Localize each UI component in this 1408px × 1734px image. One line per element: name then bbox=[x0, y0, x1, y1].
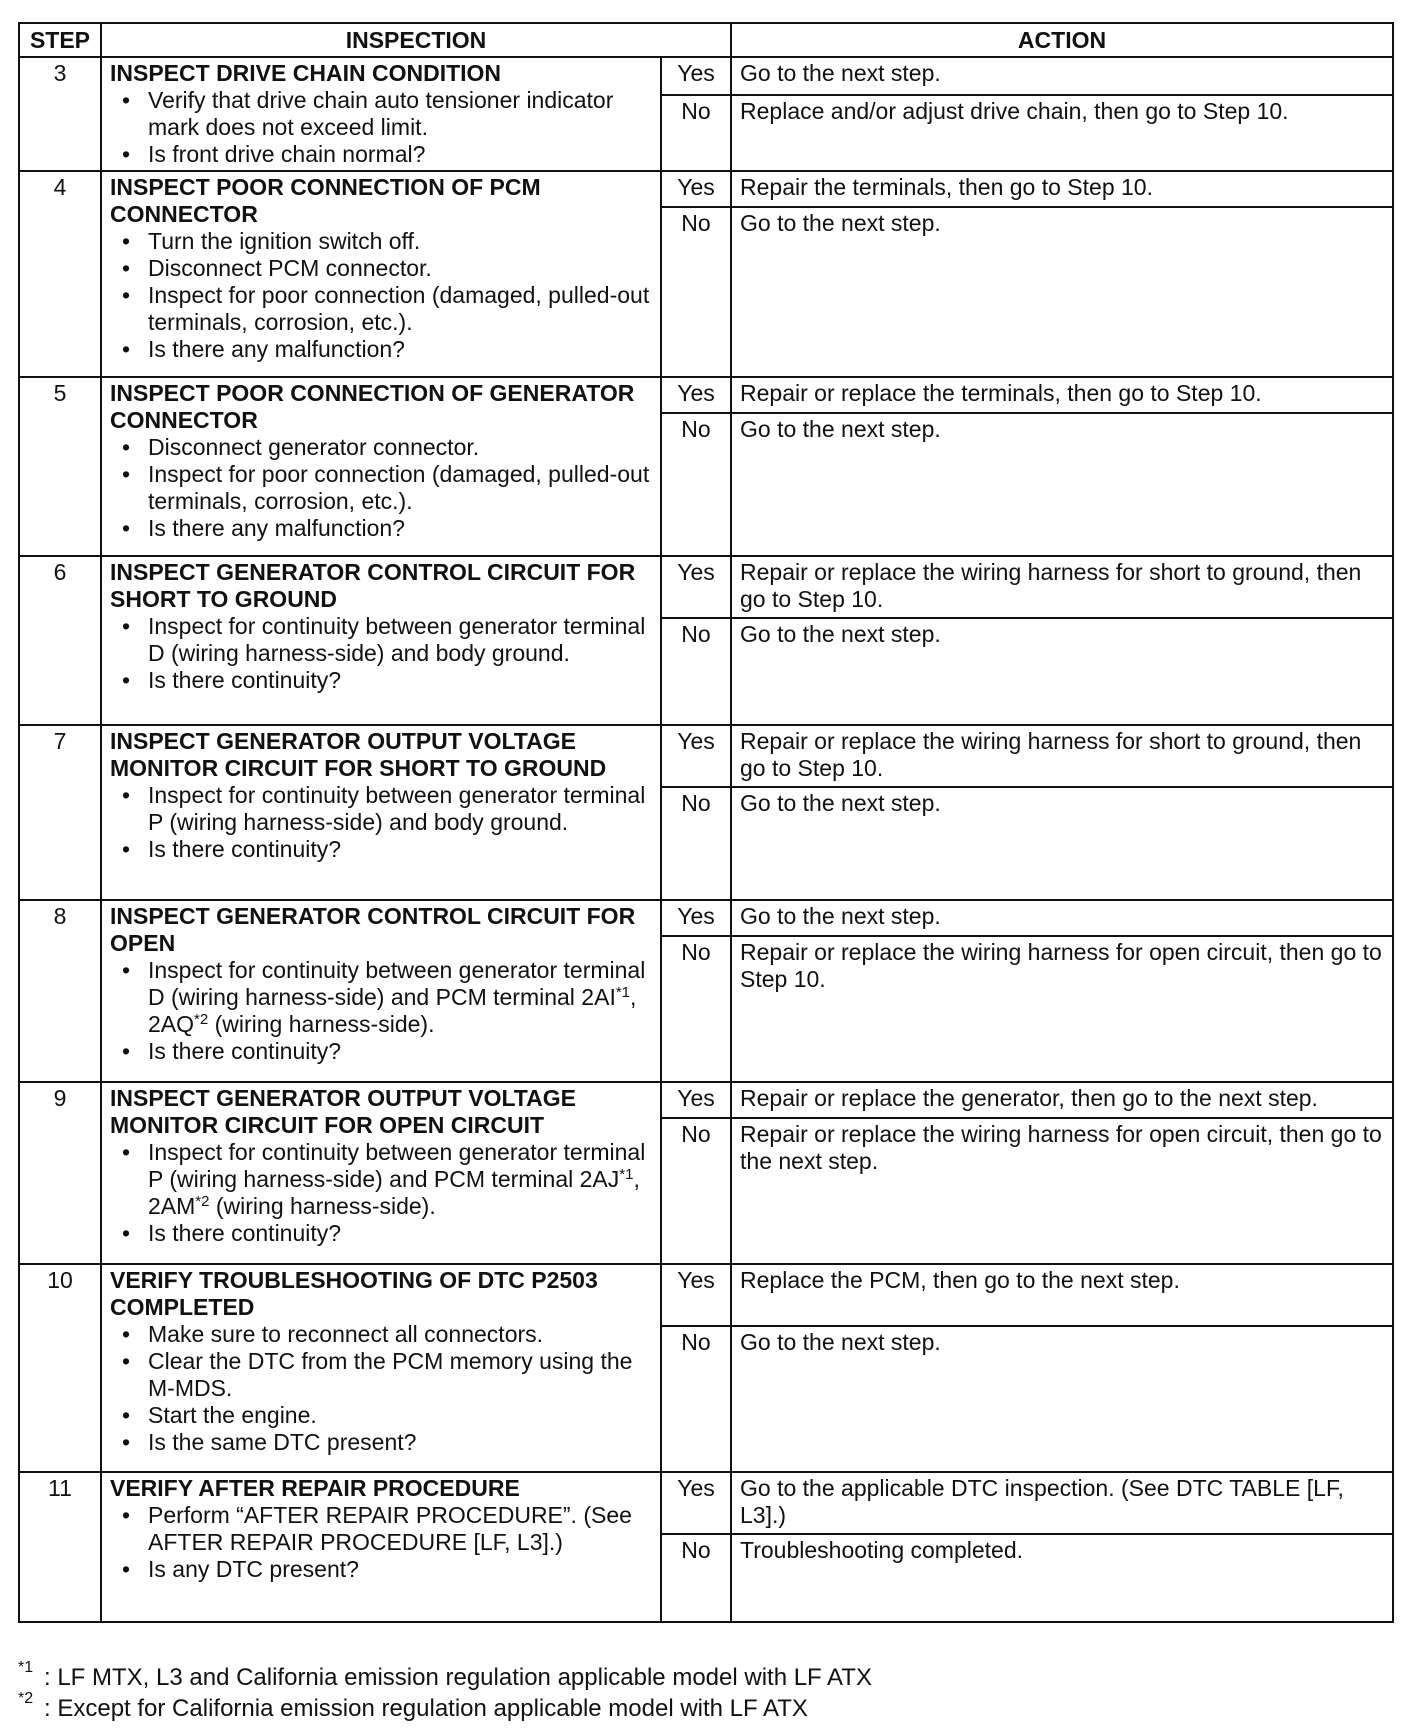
step-number: 11 bbox=[19, 1472, 101, 1622]
inspection-title: INSPECT GENERATOR OUTPUT VOLTAGE MONITOR CIRCUIT FOR OPEN CIRCUIT bbox=[110, 1085, 576, 1138]
inspection-cell bbox=[101, 900, 661, 1082]
yes-label: Yes bbox=[661, 725, 731, 787]
yes-label: Yes bbox=[661, 171, 731, 207]
inspection-bullet: • Disconnect generator connector. bbox=[148, 434, 654, 461]
inspection-title: INSPECT GENERATOR OUTPUT VOLTAGE MONITOR CIRCUIT FOR SHORT TO GROUND bbox=[110, 728, 607, 781]
yes-label: Yes bbox=[661, 900, 731, 936]
footnote-mark: *2 bbox=[18, 1690, 34, 1707]
table-row bbox=[19, 1264, 1393, 1326]
inspection-bullet: • Inspect for poor connection (damaged, pulled-out terminals, corrosion, etc.). bbox=[148, 282, 654, 336]
inspection-bullet: • Inspect for continuity between generator terminal P (wiring harness-side) and body ground. bbox=[148, 782, 654, 836]
no-label: No bbox=[661, 1326, 731, 1472]
yes-action: Go to the next step. bbox=[731, 900, 1393, 936]
header-action: ACTION bbox=[731, 23, 1393, 57]
inspection-bullets bbox=[110, 228, 654, 363]
yes-action: Repair the terminals, then go to Step 10. bbox=[731, 171, 1393, 207]
inspection-bullets bbox=[110, 1321, 654, 1456]
no-action: Go to the next step. bbox=[731, 207, 1393, 377]
footnote-text: : Except for California emission regulation applicable model with LF ATX bbox=[44, 1695, 808, 1722]
no-label: No bbox=[661, 936, 731, 1082]
inspection-title: VERIFY TROUBLESHOOTING OF DTC P2503 COMPLETED bbox=[110, 1267, 598, 1320]
no-action: Repair or replace the wiring harness for open circuit, then go to Step 10. bbox=[731, 936, 1393, 1082]
inspection-bullet: • Is there any malfunction? bbox=[148, 336, 654, 363]
inspection-bullet: • Clear the DTC from the PCM memory using the M-MDS. bbox=[148, 1348, 654, 1402]
inspection-title: INSPECT POOR CONNECTION OF GENERATOR CONNECTOR bbox=[110, 380, 635, 433]
inspection-bullet: • Is there continuity? bbox=[148, 1220, 654, 1247]
yes-label: Yes bbox=[661, 377, 731, 413]
inspection-bullet: • Inspect for continuity between generator terminal D (wiring harness-side) and body ground. bbox=[148, 613, 654, 667]
yes-label: Yes bbox=[661, 556, 731, 618]
step-number: 4 bbox=[19, 171, 101, 377]
inspection-cell bbox=[101, 1264, 661, 1472]
footnotes bbox=[18, 1659, 1388, 1724]
inspection-cell bbox=[101, 57, 661, 171]
table-row bbox=[19, 1082, 1393, 1118]
inspection-bullet: • Make sure to reconnect all connectors. bbox=[148, 1321, 654, 1348]
inspection-bullet: • Is front drive chain normal? bbox=[148, 141, 654, 168]
yes-action: Repair or replace the terminals, then go to Step 10. bbox=[731, 377, 1393, 413]
no-label: No bbox=[661, 618, 731, 725]
no-label: No bbox=[661, 95, 731, 171]
footnote-2 bbox=[18, 1690, 1388, 1724]
inspection-bullets bbox=[110, 1502, 654, 1583]
inspection-bullets bbox=[110, 434, 654, 542]
table-row bbox=[19, 171, 1393, 207]
inspection-cell bbox=[101, 556, 661, 725]
footnote-1 bbox=[18, 1659, 1388, 1693]
inspection-cell bbox=[101, 1082, 661, 1264]
header-step: STEP bbox=[19, 23, 101, 57]
yes-action: Go to the next step. bbox=[731, 57, 1393, 95]
step-number: 6 bbox=[19, 556, 101, 725]
inspection-cell bbox=[101, 725, 661, 900]
inspection-bullets bbox=[110, 957, 654, 1065]
no-label: No bbox=[661, 787, 731, 900]
no-label: No bbox=[661, 413, 731, 556]
table-row bbox=[19, 377, 1393, 413]
inspection-bullet: • Is there any malfunction? bbox=[148, 515, 654, 542]
inspection-bullet: • Is there continuity? bbox=[148, 836, 654, 863]
table-row bbox=[19, 556, 1393, 618]
yes-label: Yes bbox=[661, 1082, 731, 1118]
inspection-bullet: • Verify that drive chain auto tensioner indicator mark does not exceed limit. bbox=[148, 87, 654, 141]
inspection-title: INSPECT POOR CONNECTION OF PCM CONNECTOR bbox=[110, 174, 541, 227]
yes-label: Yes bbox=[661, 1472, 731, 1534]
inspection-bullet: • Is there continuity? bbox=[148, 667, 654, 694]
inspection-bullet: • Inspect for continuity between generator terminal P (wiring harness-side) and PCM terminal 2AJ$^{*1}$, 2AM$^{*2}$ (wiring harness-side). bbox=[148, 1139, 654, 1220]
inspection-bullets bbox=[110, 1139, 654, 1247]
no-action: Go to the next step. bbox=[731, 1326, 1393, 1472]
table-header-row bbox=[19, 23, 1393, 57]
step-number: 5 bbox=[19, 377, 101, 556]
table-body bbox=[19, 57, 1393, 1622]
inspection-bullets bbox=[110, 613, 654, 694]
step-number: 10 bbox=[19, 1264, 101, 1472]
inspection-cell bbox=[101, 1472, 661, 1622]
inspection-bullets bbox=[110, 782, 654, 863]
header-inspection: INSPECTION bbox=[101, 23, 731, 57]
inspection-title: INSPECT GENERATOR CONTROL CIRCUIT FOR SHORT TO GROUND bbox=[110, 559, 636, 612]
no-action: Repair or replace the wiring harness for open circuit, then go to the next step. bbox=[731, 1118, 1393, 1264]
yes-action: Replace the PCM, then go to the next step. bbox=[731, 1264, 1393, 1326]
yes-label: Yes bbox=[661, 57, 731, 95]
inspection-bullet: • Is there continuity? bbox=[148, 1038, 654, 1065]
table-row bbox=[19, 725, 1393, 787]
step-number: 8 bbox=[19, 900, 101, 1082]
table-row bbox=[19, 57, 1393, 95]
inspection-title: INSPECT DRIVE CHAIN CONDITION bbox=[110, 60, 502, 86]
yes-action: Repair or replace the wiring harness for short to ground, then go to Step 10. bbox=[731, 725, 1393, 787]
yes-action: Go to the applicable DTC inspection. (See DTC TABLE [LF, L3].) bbox=[731, 1472, 1393, 1534]
inspection-bullets bbox=[110, 87, 654, 168]
footnote-mark: *1 bbox=[18, 1659, 34, 1676]
yes-action: Repair or replace the generator, then go to the next step. bbox=[731, 1082, 1393, 1118]
no-action: Replace and/or adjust drive chain, then go to Step 10. bbox=[731, 95, 1393, 171]
table-row bbox=[19, 1472, 1393, 1534]
footnote-text: : LF MTX, L3 and California emission regulation applicable model with LF ATX bbox=[44, 1664, 872, 1691]
inspection-bullet: • Inspect for poor connection (damaged, pulled-out terminals, corrosion, etc.). bbox=[148, 461, 654, 515]
inspection-bullet: • Is the same DTC present? bbox=[148, 1429, 654, 1456]
no-action: Go to the next step. bbox=[731, 413, 1393, 556]
step-number: 9 bbox=[19, 1082, 101, 1264]
no-label: No bbox=[661, 1534, 731, 1622]
inspection-title: VERIFY AFTER REPAIR PROCEDURE bbox=[110, 1475, 520, 1501]
no-label: No bbox=[661, 1118, 731, 1264]
inspection-bullet: • Disconnect PCM connector. bbox=[148, 255, 654, 282]
no-action: Troubleshooting completed. bbox=[731, 1534, 1393, 1622]
inspection-bullet: • Perform “AFTER REPAIR PROCEDURE”. (See AFTER REPAIR PROCEDURE [LF, L3].) bbox=[148, 1502, 654, 1556]
table-row bbox=[19, 900, 1393, 936]
inspection-bullet: • Start the engine. bbox=[148, 1402, 654, 1429]
inspection-bullet: • Inspect for continuity between generator terminal D (wiring harness-side) and PCM terminal 2AI$^{*1}$, 2AQ$^{*2}$ (wiring harness-side). bbox=[148, 957, 654, 1038]
inspection-bullet: • Turn the ignition switch off. bbox=[148, 228, 654, 255]
step-number: 3 bbox=[19, 57, 101, 171]
inspection-cell bbox=[101, 171, 661, 377]
inspection-title: INSPECT GENERATOR CONTROL CIRCUIT FOR OPEN bbox=[110, 903, 636, 956]
inspection-cell bbox=[101, 377, 661, 556]
inspection-bullet: • Is any DTC present? bbox=[148, 1556, 654, 1583]
step-number: 7 bbox=[19, 725, 101, 900]
no-action: Go to the next step. bbox=[731, 787, 1393, 900]
no-action: Go to the next step. bbox=[731, 618, 1393, 725]
yes-label: Yes bbox=[661, 1264, 731, 1326]
no-label: No bbox=[661, 207, 731, 377]
yes-action: Repair or replace the wiring harness for short to ground, then go to Step 10. bbox=[731, 556, 1393, 618]
troubleshooting-table bbox=[18, 22, 1394, 1623]
